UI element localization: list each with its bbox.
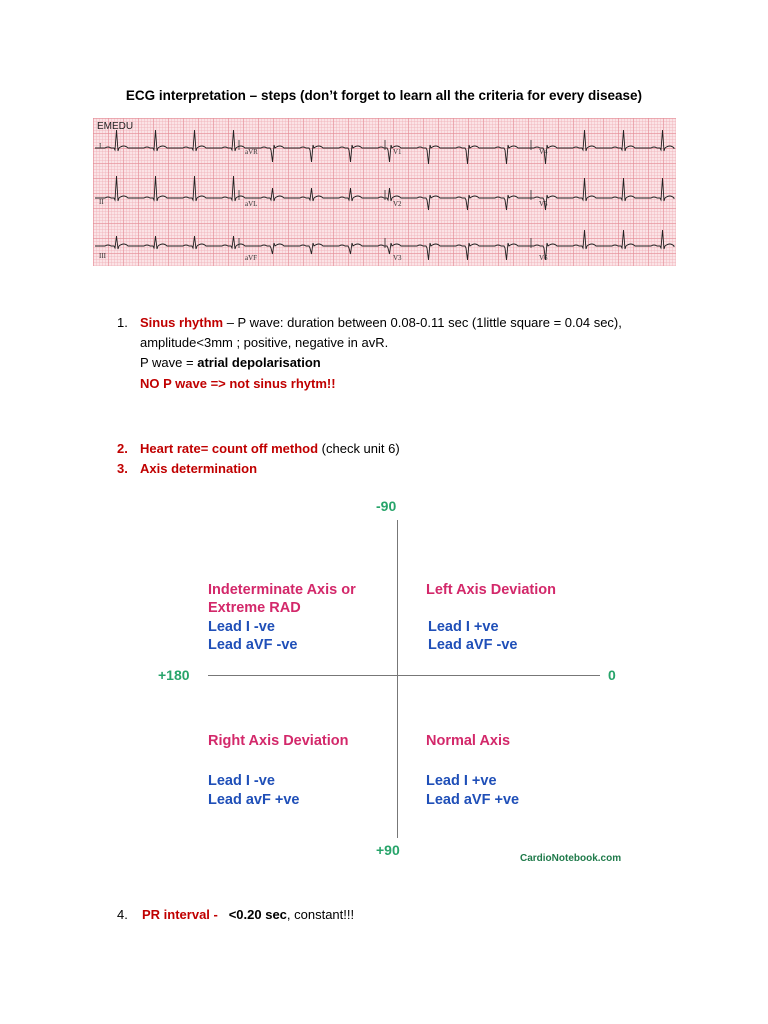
lead-label-v4: V4 xyxy=(539,148,548,156)
lead-label-avr: aVR xyxy=(245,148,258,156)
ecg-trace-row-3 xyxy=(95,230,674,260)
step-4-name: PR interval - xyxy=(142,907,218,922)
step-1-line-2: amplitude<3mm ; positive, negative in avR. xyxy=(140,335,389,350)
quadrant-bottom-left-title: Right Axis Deviation xyxy=(208,733,349,749)
ecg-strip-image xyxy=(93,118,676,266)
quadrant-top-left-title-2: Extreme RAD xyxy=(208,600,301,616)
degree-right: 0 xyxy=(608,667,616,683)
step-1-line-3 xyxy=(140,352,321,373)
ecg-brand: EMEDU xyxy=(97,121,134,132)
degree-top: -90 xyxy=(376,498,397,514)
step-1-pwave-label: P wave = xyxy=(140,355,198,370)
quadrant-bottom-left-lead-1: Lead I -ve xyxy=(208,773,275,789)
ecg-trace-row-1 xyxy=(95,130,674,164)
step-1-name: Sinus rhythm xyxy=(140,315,224,330)
lead-label-i: I xyxy=(99,142,102,150)
step-3-name: Axis determination xyxy=(140,461,258,476)
step-1-warning: NO P wave => not sinus rhytm!! xyxy=(140,376,336,391)
quadrant-top-left-title-1: Indeterminate Axis or xyxy=(208,582,356,598)
ecg-traces xyxy=(93,118,676,266)
degree-bottom: +90 xyxy=(376,842,400,858)
step-1-pwave-meaning: atrial depolarisation xyxy=(197,355,321,370)
step-2-text: (check unit 6) xyxy=(318,441,400,456)
degree-left: +180 xyxy=(158,667,190,683)
step-1-number: 1. xyxy=(117,315,128,330)
step-1-text: – P wave: duration between 0.08-0.11 sec (1little square = 0.04 sec), xyxy=(223,315,622,330)
quadrant-bottom-right-lead-2: Lead aVF +ve xyxy=(426,792,520,808)
diagram-credit: CardioNotebook.com xyxy=(520,853,622,864)
ecg-trace-row-2 xyxy=(95,176,674,210)
step-2-line xyxy=(140,438,400,459)
lead-label-v3: V3 xyxy=(393,254,402,262)
step-2-number: 2. xyxy=(117,441,128,456)
axis-vertical-line xyxy=(397,520,398,838)
step-2-name: Heart rate= count off method xyxy=(140,441,319,456)
lead-label-v5: V5 xyxy=(539,200,548,208)
document-title: ECG interpretation – steps (don’t forget to learn all the criteria for every disease) xyxy=(125,88,643,103)
quadrant-top-right-lead-2: Lead aVF -ve xyxy=(428,637,518,653)
quadrant-bottom-right-lead-1: Lead I +ve xyxy=(426,773,497,789)
step-1-line-1 xyxy=(140,312,700,333)
axis-diagram xyxy=(150,492,640,867)
step-4-line xyxy=(142,904,354,925)
quadrant-bottom-left-lead-2: Lead avF +ve xyxy=(208,792,300,808)
quadrant-top-left-lead-2: Lead aVF -ve xyxy=(208,637,298,653)
step-4-number: 4. xyxy=(117,907,128,922)
lead-label-avl: aVL xyxy=(245,200,258,208)
lead-label-v1: V1 xyxy=(393,148,402,156)
lead-label-iii: III xyxy=(99,252,106,260)
axis-horizontal-line xyxy=(208,675,600,676)
lead-label-v2: V2 xyxy=(393,200,402,208)
lead-label-avf: aVF xyxy=(245,254,258,262)
step-4-value: <0.20 sec xyxy=(228,907,287,922)
step-4-text: , constant!!! xyxy=(286,907,355,922)
step-3-number: 3. xyxy=(117,461,128,476)
lead-label-v6: V6 xyxy=(539,254,548,262)
quadrant-top-right-title: Left Axis Deviation xyxy=(426,582,556,598)
quadrant-top-right-lead-1: Lead I +ve xyxy=(428,619,499,635)
lead-label-ii: II xyxy=(99,198,104,206)
quadrant-bottom-right-title: Normal Axis xyxy=(426,733,511,749)
quadrant-top-left-lead-1: Lead I -ve xyxy=(208,619,275,635)
